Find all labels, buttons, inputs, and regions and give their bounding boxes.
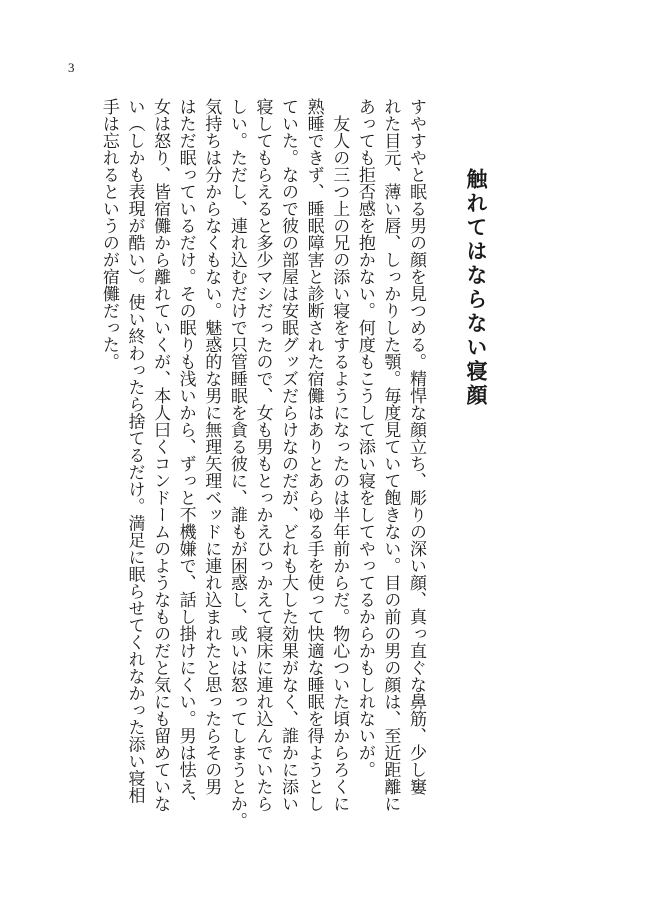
page-number: 3 [68,60,75,75]
body-text [68,98,428,838]
paragraph-2: 友人の三つ上の兄の添い寝をするようになったのは半年前からだ。物心ついた頃からろくに 熟睡できず、睡眠障害と診断された宿儺はありとあらゆる手を使って快適な睡眠を得ようとし ていた。なので彼の部屋は安眠グッズだらけなのだが、どれも大した効果がなく、誰かに添い 寝してもらえると多少マシだったので、女も男もとっかえひっかえて寝床に連れ込んでいたら しい。ただし、連れ込むだけで只管睡眠を貪る彼に、誰もが困惑し、或いは怒ってしまうとか。 気持ちは分からなくもない。魅惑的な男に無理矢理ベッドに連れ込まれたと思ったらその男 はただ眠っているだけ。その眠りも浅いから、ずっと不機嫌で、話し掛けにくい。男は怯え、 女は怒り、皆宿儺から離れていくが、本人曰くコンドームのようなものだと気にも留めていな い（しかも表現が酷い）。使い終わったら捨てるだけ。満足に眠らせてくれなかった添い寝相 手は忘れるというのが宿儺だった。 [98,98,350,829]
paragraph-1: すやすやと眠る男の顔を見つめる。精悍な顔立ち、彫りの深い顔、真っ直ぐな鼻筋、少し窶 れた目元、薄い唇、しっかりした顎。毎度見ていて飽きない。目の前の男の顔は、至近距離に あっても拒否感を抱かない。何度もこうして添い寝をしてやってるからかもしれないが。 [354,98,426,812]
chapter-title: 触れてはならない寝顔 [464,168,489,408]
